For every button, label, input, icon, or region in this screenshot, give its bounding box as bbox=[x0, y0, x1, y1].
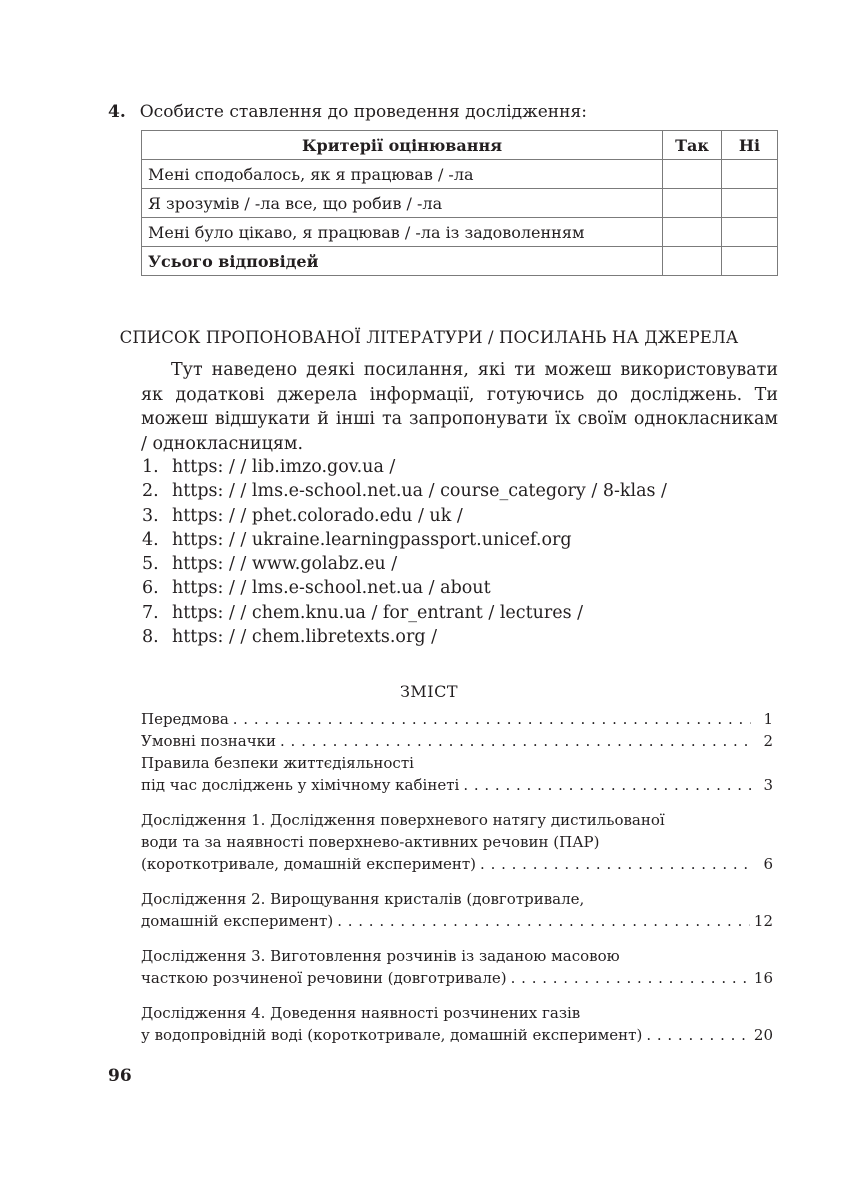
toc-entry-last-line bbox=[141, 853, 773, 875]
no-total-cell[interactable] bbox=[722, 247, 778, 276]
link-item bbox=[142, 504, 667, 528]
toc-page-number: 2 bbox=[763, 732, 773, 750]
link-url[interactable]: https: / / chem.libretexts.org / bbox=[172, 627, 437, 648]
link-item bbox=[142, 455, 667, 479]
toc-dot-leader bbox=[337, 910, 750, 932]
toc-entry-last-line bbox=[141, 910, 773, 932]
no-cell[interactable] bbox=[722, 160, 778, 189]
toc-entry-title: Умовні позначки bbox=[141, 732, 276, 750]
table-row bbox=[142, 160, 778, 189]
link-item bbox=[142, 479, 667, 503]
criteria-table bbox=[141, 130, 778, 276]
toc-entry[interactable] bbox=[141, 809, 773, 875]
header-no: Ні bbox=[722, 131, 778, 160]
toc-entry[interactable] bbox=[141, 730, 773, 752]
link-url[interactable]: https: / / lms.e-school.net.ua / about bbox=[172, 578, 491, 599]
link-url[interactable]: https: / / lib.imzo.gov.ua / bbox=[172, 457, 396, 477]
link-url[interactable]: https: / / www.golabz.eu / bbox=[172, 554, 398, 575]
toc-entry-title: у водопровідній воді (короткотривале, домашній експеримент) bbox=[141, 1026, 643, 1044]
header-yes: Так bbox=[663, 131, 722, 160]
toc-entry[interactable] bbox=[141, 945, 773, 989]
toc-title: ЗМІСТ bbox=[399, 682, 459, 701]
toc-page-number: 6 bbox=[763, 855, 773, 873]
toc-entry-last-line bbox=[141, 774, 773, 796]
toc-entry-last-line bbox=[141, 730, 773, 752]
yes-cell[interactable] bbox=[663, 218, 722, 247]
toc-entry-title: під час досліджень у хімічному кабінеті bbox=[141, 776, 460, 794]
toc-entry-line: Дослідження 1. Дослідження поверхневого натягу дистильованої bbox=[141, 811, 665, 829]
links-list bbox=[142, 455, 667, 649]
toc-page-number: 1 bbox=[763, 710, 773, 728]
link-number: 4. bbox=[142, 529, 159, 550]
toc-page-number: 16 bbox=[753, 969, 773, 987]
toc-entry-last-line bbox=[141, 1024, 773, 1046]
toc-dot-leader bbox=[280, 730, 751, 752]
literature-intro: Тут наведено деякі посилання, які ти можеш використовувати як додаткові джерела інформації, готуючись до досліджень. Ти можеш відшукати й інші та запропонувати їх своїм однокласникам / однокласницям. bbox=[141, 360, 778, 454]
no-cell[interactable] bbox=[722, 189, 778, 218]
toc-entry-title: Передмова bbox=[141, 710, 229, 728]
toc-dot-leader bbox=[511, 967, 750, 989]
table-total-row bbox=[142, 247, 778, 276]
link-number: 6. bbox=[142, 578, 159, 599]
link-number: 7. bbox=[142, 602, 159, 623]
table-of-contents bbox=[141, 708, 773, 1046]
toc-dot-leader bbox=[463, 774, 751, 796]
toc-page-number: 20 bbox=[753, 1026, 773, 1044]
link-number: 5. bbox=[142, 554, 159, 575]
criteria-cell: Мені було цікаво, я працював / -ла із задоволенням bbox=[142, 218, 663, 247]
link-url[interactable]: https: / / phet.colorado.edu / uk / bbox=[172, 505, 463, 526]
header-criteria: Критерії оцінювання bbox=[142, 131, 663, 160]
link-item bbox=[142, 552, 667, 576]
toc-dot-leader bbox=[646, 1024, 750, 1046]
criteria-cell: Я зрозумів / -ла все, що робив / -ла bbox=[142, 189, 663, 218]
criteria-cell: Мені сподобалось, як я працював / -ла bbox=[142, 160, 663, 189]
toc-entry[interactable] bbox=[141, 708, 773, 730]
table-header-row bbox=[142, 131, 778, 160]
no-cell[interactable] bbox=[722, 218, 778, 247]
page-number: 96 bbox=[108, 1066, 132, 1086]
toc-page-number: 12 bbox=[753, 912, 773, 930]
toc-entry-line: Дослідження 2. Вирощування кристалів (довготривале, bbox=[141, 890, 585, 908]
link-number: 8. bbox=[142, 627, 159, 648]
toc-page-number: 3 bbox=[763, 776, 773, 794]
toc-entry-title: (короткотривале, домашній експеримент) bbox=[141, 855, 477, 873]
yes-cell[interactable] bbox=[663, 160, 722, 189]
toc-entry[interactable] bbox=[141, 1002, 773, 1046]
yes-cell[interactable] bbox=[663, 189, 722, 218]
table-row bbox=[142, 189, 778, 218]
total-label: Усього відповідей bbox=[142, 247, 663, 276]
table-row bbox=[142, 218, 778, 247]
link-item bbox=[142, 576, 667, 600]
toc-entry-last-line bbox=[141, 967, 773, 989]
toc-entry-title: часткою розчиненої речовини (довготривале) bbox=[141, 969, 507, 987]
literature-title: СПИСОК ПРОПОНОВАНОЇ ЛІТЕРАТУРИ / ПОСИЛАНЬ НА ДЖЕРЕЛА bbox=[119, 328, 739, 347]
toc-dot-leader bbox=[233, 708, 751, 730]
link-url[interactable]: https: / / ukraine.learningpassport.unicef.org bbox=[172, 529, 572, 550]
link-number: 3. bbox=[142, 505, 159, 526]
toc-entry[interactable] bbox=[141, 752, 773, 796]
toc-entry-title: домашній експеримент) bbox=[141, 912, 334, 930]
link-item bbox=[142, 625, 667, 649]
question-number: 4. bbox=[108, 102, 126, 122]
toc-dot-leader bbox=[480, 853, 751, 875]
toc-entry-line: води та за наявності поверхнево-активних речовин (ПАР) bbox=[141, 833, 600, 851]
question-text: Особисте ставлення до проведення дослідження: bbox=[139, 102, 587, 122]
question-heading bbox=[108, 100, 587, 124]
toc-entry-line: Правила безпеки життєдіяльності bbox=[141, 754, 414, 772]
link-number: 1. bbox=[142, 457, 159, 477]
link-url[interactable]: https: / / chem.knu.ua / for_entrant / lectures / bbox=[172, 602, 584, 623]
toc-entry-line: Дослідження 3. Виготовлення розчинів із заданою масовою bbox=[141, 947, 620, 965]
link-item bbox=[142, 528, 667, 552]
link-url[interactable]: https: / / lms.e-school.net.ua / course_category / 8-klas / bbox=[172, 481, 667, 502]
toc-entry-last-line bbox=[141, 708, 773, 730]
yes-total-cell[interactable] bbox=[663, 247, 722, 276]
toc-entry-line: Дослідження 4. Доведення наявності розчинених газів bbox=[141, 1004, 581, 1022]
link-number: 2. bbox=[142, 481, 159, 502]
toc-entry[interactable] bbox=[141, 888, 773, 932]
link-item bbox=[142, 601, 667, 625]
